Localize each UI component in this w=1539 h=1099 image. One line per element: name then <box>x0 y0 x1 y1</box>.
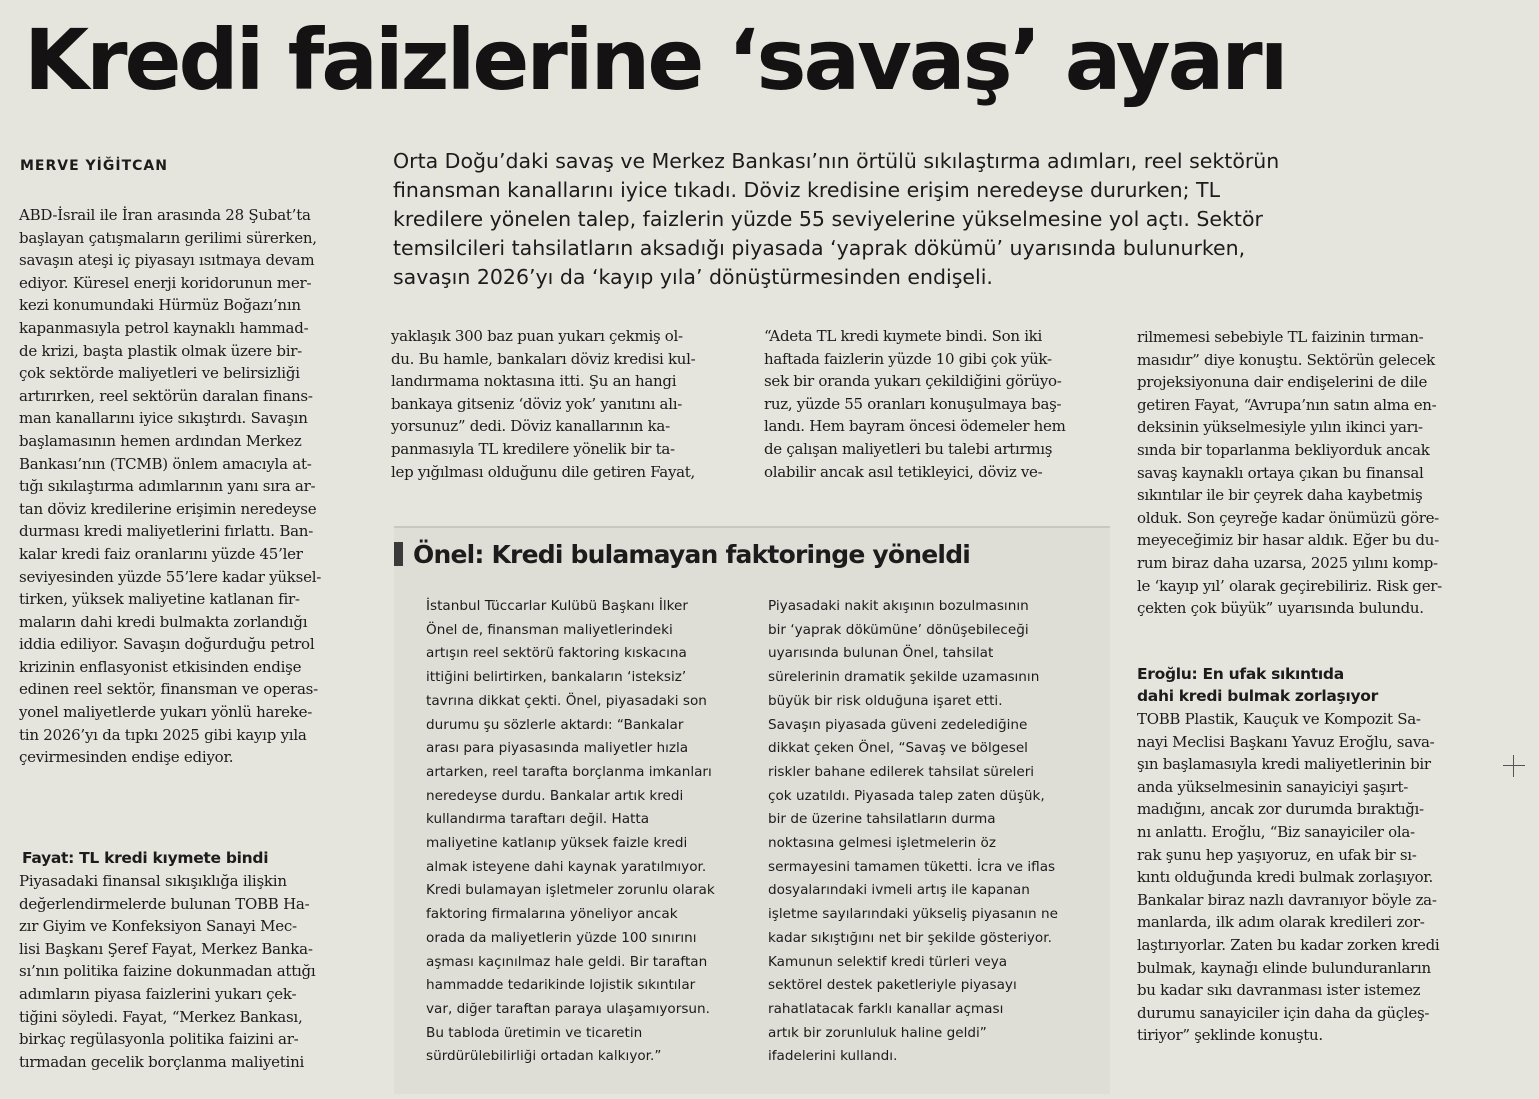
text-line: “Adeta TL kredi kıymete bindi. Son iki <box>764 327 1042 345</box>
text-line: nayi Meclisi Başkanı Yavuz Eroğlu, sava- <box>1137 732 1435 751</box>
text-line: olabilir ancak asıl tetikleyici, döviz ve- <box>764 462 1043 481</box>
text-line: bulmak, kaynağı elinde bulunduranların <box>1137 958 1431 977</box>
text-line: maların dahi kredi bulmakta zorlandığı <box>19 612 308 631</box>
article-column-4-continued <box>1137 708 1439 1047</box>
text-line: dikkat çeken Önel, “Savaş ve bölgesel <box>768 740 1028 757</box>
article-column-3 <box>764 325 1066 483</box>
text-line: ruz, yüzde 55 oranları konuşulmaya baş- <box>764 394 1062 413</box>
text-line: işletme sayılarındaki yükseliş piyasanın ne <box>768 906 1058 923</box>
text-line: krizinin enflasyonist etkisinden endişe <box>19 657 302 676</box>
text-line: zır Giyim ve Konfeksiyon Sanayi Mec- <box>19 917 297 936</box>
text-line: dahi kredi bulmak zorlaşıyor <box>1137 687 1378 705</box>
text-line: masıdır” diye konuştu. Sektörün gelecek <box>1137 350 1435 369</box>
text-line: haftada faizlerin yüzde 10 gibi çok yük- <box>764 349 1052 368</box>
text-line: deksinin yükselmesiyle yılın ikinci yarı- <box>1137 418 1423 437</box>
article-column-2 <box>391 325 695 483</box>
text-line: projeksiyonuna dair endişelerini de dile <box>1137 373 1428 392</box>
box-title-marker <box>394 542 403 566</box>
text-line: artırırken, reel sektörün daralan finans- <box>19 386 313 405</box>
text-line: olduk. Son çeyreğe kadar önümüzü göre- <box>1137 508 1439 527</box>
text-line: artışın reel sektörü faktoring kıskacına <box>426 645 687 662</box>
article-column-4 <box>1137 326 1442 620</box>
text-line: Orta Doğu’daki savaş ve Merkez Bankası’nın örtülü sıkılaştırma adımları, reel sektörün <box>393 149 1280 173</box>
text-line: birkaç regülasyonla politika faizini ar- <box>19 1030 299 1049</box>
text-line: lisi Başkanı Şeref Fayat, Merkez Banka- <box>19 939 313 958</box>
text-line: bir ‘yaprak dökümüne’ dönüşebileceği <box>768 621 1029 638</box>
text-line: edinen reel sektör, finansman ve operas- <box>19 680 318 699</box>
text-line: meyeceğimiz bir hasar aldık. Eğer bu du- <box>1137 531 1439 550</box>
box-column-2 <box>768 595 1058 1069</box>
text-line: arası para piyasasında maliyetler hızla <box>426 740 689 757</box>
text-line: tin 2026’yı da tıpkı 2025 gibi kayıp yıla <box>19 725 307 744</box>
text-line: ifadelerini kullandı. <box>768 1048 898 1065</box>
text-line: getiren Fayat, “Avrupa’nın satın alma en- <box>1137 395 1437 414</box>
text-line: İstanbul Tüccarlar Kulübü Başkanı İlker <box>426 598 688 614</box>
text-line: bir de üzerine tahsilatların durma <box>768 811 996 828</box>
text-line: temsilcileri tahsilatların aksadığı piyasada ‘yaprak dökümü’ uyarısında bulunurken, <box>393 236 1246 260</box>
text-line: tırmadan gecelik borçlanma maliyetini <box>19 1052 305 1071</box>
text-line: yonel maliyetlerde yukarı yönlü hareke- <box>19 703 313 722</box>
text-line: aşması kaçınılmaz hale geldi. Bir taraftan <box>426 953 708 970</box>
text-line: landı. Hem bayram öncesi ödemeler hem <box>764 417 1066 436</box>
text-line: kezi konumundaki Hürmüz Boğazı’nın <box>19 296 301 315</box>
text-line: Eroğlu: En ufak sıkıntıda <box>1137 665 1344 683</box>
text-line: rilmemesi sebebiyle TL faizinin tırman- <box>1137 328 1424 346</box>
text-line: neredeyse durdu. Bankalar artık kredi <box>426 787 684 804</box>
text-line: sında bir toparlanma bekliyorduk ancak <box>1137 440 1430 459</box>
text-line: artarken, reel tarafta borçlanma imkanları <box>426 763 712 780</box>
text-line: sek bir oranda yukarı çekildiğini görüyo- <box>764 372 1062 391</box>
text-line: lep yığılması olduğunu dile getiren Fayat, <box>391 462 695 481</box>
text-line: riskler bahane edilerek tahsilat süreleri <box>768 763 1035 780</box>
text-line: de çalışan maliyetleri bu talebi artırmış <box>764 439 1053 458</box>
text-line: sı’nın politika faizine dokunmadan attığı <box>19 962 316 981</box>
text-line: tan döviz kredilerine erişimin neredeyse <box>19 499 317 518</box>
text-line: ittiğini belirtirken, bankaların ‘isteksiz’ <box>426 669 687 686</box>
text-line: durması kredi maliyetlerini fırlattı. Ban- <box>19 522 314 541</box>
text-line: savaş kaynaklı ortaya çıkan bu finansal <box>1137 463 1424 482</box>
text-line: sürdürülebilirliği ortadan kalkıyor.” <box>426 1048 662 1065</box>
text-line: yorsunuz” dedi. Döviz kanallarının ka- <box>391 417 670 436</box>
text-line: var, diğer taraftan paraya ulaşamıyorsun. <box>426 1000 710 1017</box>
subhead-eroglu <box>1137 663 1378 707</box>
text-line: faktoring firmalarına yöneliyor ancak <box>426 906 678 923</box>
box-title-text: Önel: Kredi bulamayan faktoringe yöneldi <box>413 540 971 569</box>
text-line: çok sektörde maliyetleri ve belirsizliği <box>19 364 300 383</box>
text-line: çevirmesinden endişe ediyor. <box>19 748 234 767</box>
text-line: noktasına gelmesi işletmelerin öz <box>768 835 996 852</box>
article-column-1-continued <box>19 870 315 1073</box>
text-line: kapanmasıyla petrol kaynaklı hammad- <box>19 318 309 337</box>
text-line: tirken, yüksek maliyetine katlanan fir- <box>19 590 300 609</box>
text-line: maliyetine katlanıp yüksek faizle kredi <box>426 835 688 852</box>
text-line: madığını, ancak zor durumda bıraktığı- <box>1137 800 1424 819</box>
text-line: Piyasadaki finansal sıkışıklığa ilişkin <box>19 872 287 890</box>
byline: MERVE YİĞİTCAN <box>20 158 168 174</box>
text-line: Bankası’nın (TCMB) önlem amacıyla at- <box>19 454 312 473</box>
text-line: savaşın 2026’yı da ‘kayıp yıla’ dönüştürmesinden endişeli. <box>393 265 993 289</box>
text-line: uyarısında bulunan Önel, tahsilat <box>768 645 994 662</box>
text-line: sermayesini tamamen tüketti. İcra ve iflas <box>768 858 1056 875</box>
text-line: kadar sıkıştığını net bir şekilde gösteriyor. <box>768 929 1052 946</box>
text-line: çekten çok büyük” uyarısında bulundu. <box>1137 599 1424 618</box>
text-line: panmasıyla TL kredilere yönelik bir ta- <box>391 439 675 458</box>
registration-mark-icon <box>1503 755 1525 777</box>
text-line: sürelerinin dramatik şekilde uzamasının <box>768 669 1040 686</box>
text-line: başlayan çatışmaların gerilimi sürerken, <box>19 228 317 247</box>
text-line: tiriyor” şeklinde konuştu. <box>1137 1026 1323 1045</box>
text-line: Savaşın piyasada güveni zedelediğine <box>768 716 1028 733</box>
text-line: ediyor. Küresel enerji koridorunun mer- <box>19 273 312 292</box>
text-line: orada da maliyetlerin yüzde 100 sınırını <box>426 929 697 946</box>
text-line: bu kadar sıkı davranması ister istemez <box>1137 981 1421 1000</box>
text-line: çok uzatıldı. Piyasada talep zaten düşük, <box>768 787 1045 804</box>
text-line: ABD-İsrail ile İran arasında 28 Şubat’ta <box>19 206 311 224</box>
text-line: hammadde tedarikinde lojistik sıkıntılar <box>426 977 696 994</box>
text-line: laştırıyorlar. Zaten bu kadar zorken kredi <box>1137 935 1440 954</box>
article-headline: Kredi faizlerine ‘savaş’ ayarı <box>24 11 1286 109</box>
text-line: artık bir zorunluluk haline geldi” <box>768 1024 987 1041</box>
text-line: Kredi bulamayan işletmeler zorunlu olarak <box>426 882 715 899</box>
text-line: rum biraz daha uzarsa, 2025 yılını komp- <box>1137 553 1438 572</box>
text-line: başlamasının hemen ardından Merkez <box>19 431 302 450</box>
text-line: kullandırma taraftarı değil. Hatta <box>426 811 650 828</box>
text-line: adımların piyasa faizlerini yukarı çek- <box>19 984 297 1003</box>
subhead-fayat: Fayat: TL kredi kıymete bindi <box>22 849 269 867</box>
text-line: Önel de, finansman maliyetlerindeki <box>426 621 673 638</box>
text-line: le ‘kayıp yıl’ olarak geçirebiliriz. Risk ger- <box>1137 576 1442 595</box>
text-line: seviyesinden yüzde 55’lere kadar yüksel- <box>19 567 322 586</box>
text-line: Kamunun selektif kredi türleri veya <box>768 953 1008 970</box>
text-line: kıntı olduğunda kredi bulmak zorlaşıyor. <box>1137 868 1433 887</box>
text-line: landırmama noktasına itti. Şu an hangi <box>391 372 677 391</box>
text-line: tiğini söyledi. Fayat, “Merkez Bankası, <box>19 1007 303 1026</box>
text-line: nı anlattı. Eroğlu, “Biz sanayiciler ola- <box>1137 822 1415 841</box>
text-line: Bankalar biraz nazlı davranıyor böyle za- <box>1137 890 1437 909</box>
text-line: kalar kredi faiz oranlarını yüzde 45’ler <box>19 544 303 563</box>
text-line: durumu sanayiciler için daha da güçleş- <box>1137 1003 1430 1022</box>
text-line: Bu tabloda üretimin ve ticaretin <box>426 1024 643 1041</box>
text-line: du. Bu hamle, bankaları döviz kredisi kul- <box>391 349 696 368</box>
box-title <box>394 537 970 573</box>
text-line: iddia ediliyor. Savaşın doğurduğu petrol <box>19 635 315 654</box>
text-line: rak şunu hep yaşıyoruz, en ufak bir sı- <box>1137 845 1417 864</box>
text-line: tığı sıkılaştırma adımlarının yanı sıra ar- <box>19 477 316 496</box>
text-line: savaşın ateşi iç piyasayı ısıtmaya devam <box>19 251 315 270</box>
text-line: bankaya gitseniz ‘döviz yok’ yanıtını alı- <box>391 394 682 413</box>
text-line: değerlendirmelerde bulunan TOBB Ha- <box>19 894 310 913</box>
text-line: sıkıntılar ile bir çeyrek daha kaybetmiş <box>1137 486 1423 505</box>
text-line: tavrına dikkat çekti. Önel, piyasadaki son <box>426 692 707 709</box>
text-line: finansman kanallarını iyice tıkadı. Döviz kredisine erişim neredeyse dururken; TL <box>393 178 1220 202</box>
text-line: man kanallarını iyice sıkıştırdı. Savaşın <box>19 409 308 428</box>
text-line: yaklaşık 300 baz puan yukarı çekmiş ol- <box>391 327 683 345</box>
box-column-1 <box>426 595 715 1069</box>
text-line: anda yükselmesinin sanayiciyi şaşırt- <box>1137 777 1409 796</box>
text-line: de krizi, başta plastik olmak üzere bir- <box>19 341 302 360</box>
text-line: TOBB Plastik, Kauçuk ve Kompozit Sa- <box>1137 710 1421 728</box>
text-line: şın başlamasıyla kredi maliyetlerinin bir <box>1137 755 1431 774</box>
article-column-1 <box>19 204 321 769</box>
text-line: almak isteyene dahi kaynak yaratılmıyor. <box>426 858 707 875</box>
text-line: manlarda, ilk adım olarak kredileri zor- <box>1137 913 1425 932</box>
article-lead <box>393 147 1483 292</box>
text-line: durumu şu sözlerle aktardı: “Bankalar <box>426 716 684 733</box>
text-line: Piyasadaki nakit akışının bozulmasının <box>768 598 1029 614</box>
text-line: büyük bir risk olduğuna işaret etti. <box>768 692 1003 709</box>
text-line: rahatlatacak farklı kanallar açması <box>768 1000 1004 1017</box>
text-line: kredilere yönelen talep, faizlerin yüzde 55 seviyelerine yükselmesine yol açtı. Sektör <box>393 207 1263 231</box>
text-line: sektörel destek paketleriyle piyasayı <box>768 977 1017 994</box>
text-line: dosyalarındaki ivmeli artış ile kapanan <box>768 882 1030 899</box>
